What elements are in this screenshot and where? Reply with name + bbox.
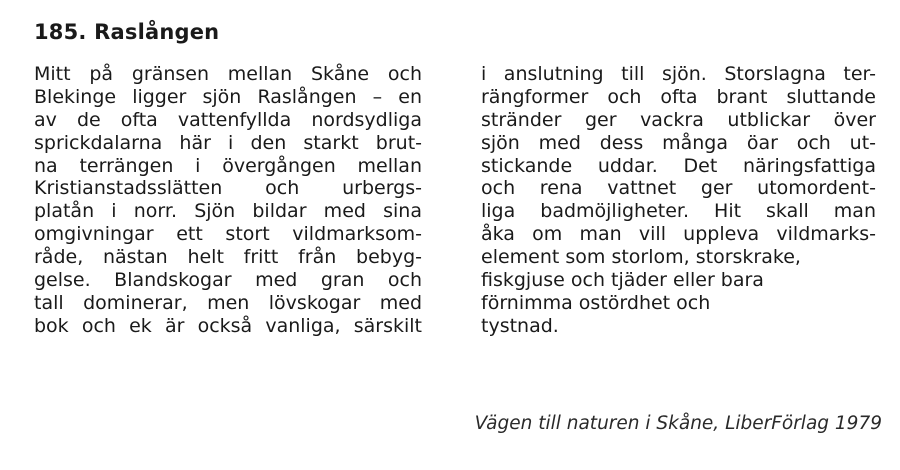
text-line: tystnad. [481,314,559,337]
text-line: stränder ger vackra utblickar över [481,108,876,131]
text-line: rängformer och ofta brant sluttande [481,85,876,108]
text-line: platån i norr. Sjön bildar med sina [34,200,422,223]
text-line: na terrängen i övergången mellan [34,154,422,177]
text-line: stickande uddar. Det näringsfattiga [481,154,876,177]
text-line: råde, nästan helt fritt från bebyg- [34,246,422,269]
text-line: Blekinge ligger sjön Raslången – en [34,85,422,108]
text-line: förnimma ostördhet och [481,291,711,314]
text-line: och rena vattnet ger utomordent- [481,177,876,200]
entry-heading: 185. Raslången [34,20,220,44]
text-column-left [34,63,422,338]
text-line: fiskgjuse och tjäder eller bara [481,269,764,292]
text-line: sprickdalarna här i den starkt brut- [34,131,422,154]
text-line: Mitt på gränsen mellan Skåne och [34,63,422,85]
text-line: liga badmöjligheter. Hit skall man [481,200,876,223]
text-column-right [481,63,876,338]
source-caption: Vägen till naturen i Skåne, LiberFörlag 1979 [474,413,882,434]
text-line: tall dominerar, men lövskogar med [34,291,422,314]
text-line: bok och ek är också vanliga, särskilt [34,314,422,337]
text-line: element som storlom, storskrake, [481,246,801,269]
text-line: av de ofta vattenfyllda nordsydliga [34,108,422,131]
text-line: gelse. Blandskogar med gran och [34,269,422,292]
text-line: omgivningar ett stort vildmarksom- [34,223,422,246]
text-line: åka om man vill uppleva vildmarks- [481,223,876,246]
text-line: i anslutning till sjön. Storslagna ter- [481,63,876,85]
text-line: Kristianstadsslätten och urbergs- [34,177,422,200]
text-line: sjön med dess många öar och ut- [481,131,876,154]
